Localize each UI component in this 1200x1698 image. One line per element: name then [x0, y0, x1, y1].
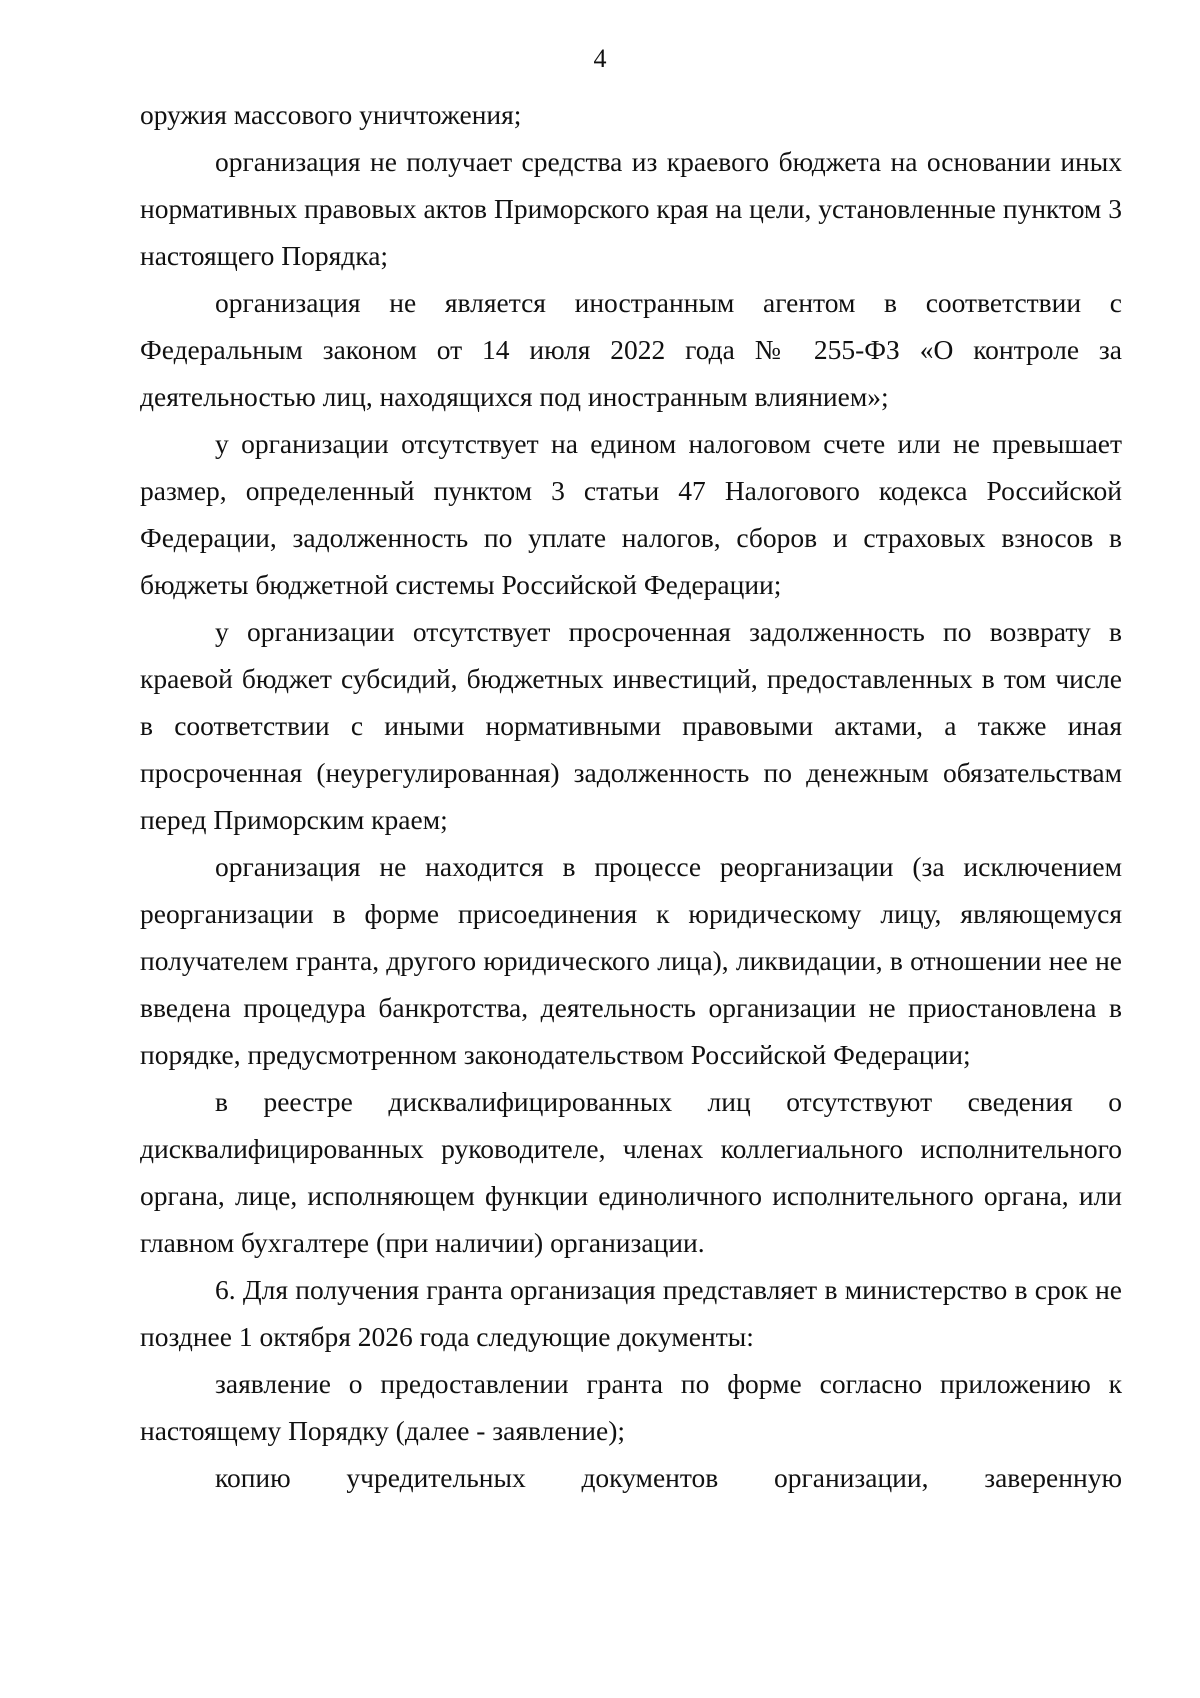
- paragraph-8: 6. Для получения гранта организация представляет в министерство в срок не позднее 1 октября 2026 года следующие документы:: [140, 1274, 1122, 1352]
- paragraph-2: организация не получает средства из краевого бюджета на основании иных нормативных правовых актов Приморского края на цели, установленные пунктом 3 настоящего Порядка;: [140, 146, 1122, 271]
- paragraph-9: заявление о предоставлении гранта по форме согласно приложению к настоящему Порядку (далее - заявление);: [140, 1368, 1122, 1446]
- paragraph-6: организация не находится в процессе реорганизации (за исключением реорганизации в форме присоединения к юридическому лицу, являющемуся получателем гранта, другого юридического лица), ликвидации, в отношении нее не введена процедура банкротства, деятельность организации не приостановлена в порядке, предусмотренном законодательством Российской Федерации;: [140, 851, 1122, 1070]
- paragraph-7: в реестре дисквалифицированных лиц отсутствуют сведения о дисквалифицированных руководителе, членах коллегиального исполнительного органа, лице, исполняющем функции единоличного исполнительного органа, или главном бухгалтере (при наличии) организации.: [140, 1086, 1122, 1258]
- paragraph-3: организация не является иностранным агентом в соответствии с Федеральным законом от 14 июля 2022 года № 255-ФЗ «О контроле за деятельностью лиц, находящихся под иностранным влиянием»;: [140, 287, 1122, 412]
- paragraph-4: у организации отсутствует на едином налоговом счете или не превышает размер, определенный пунктом 3 статьи 47 Налогового кодекса Российской Федерации, задолженность по уплате налогов, сборов и страховых взносов в бюджеты бюджетной системы Российской Федерации;: [140, 428, 1122, 600]
- paragraph-1: оружия массового уничтожения;: [140, 99, 522, 130]
- document-body: [140, 91, 1122, 1501]
- page-number: 4: [593, 44, 607, 73]
- paragraph-10: копию учредительных документов организации, заверенную: [215, 1462, 1122, 1493]
- paragraph-5: у организации отсутствует просроченная задолженность по возврату в краевой бюджет субсидий, бюджетных инвестиций, предоставленных в том числе в соответствии с иными нормативными правовыми актами, а также иная просроченная (неурегулированная) задолженность по денежным обязательствам перед Приморским краем;: [140, 616, 1122, 835]
